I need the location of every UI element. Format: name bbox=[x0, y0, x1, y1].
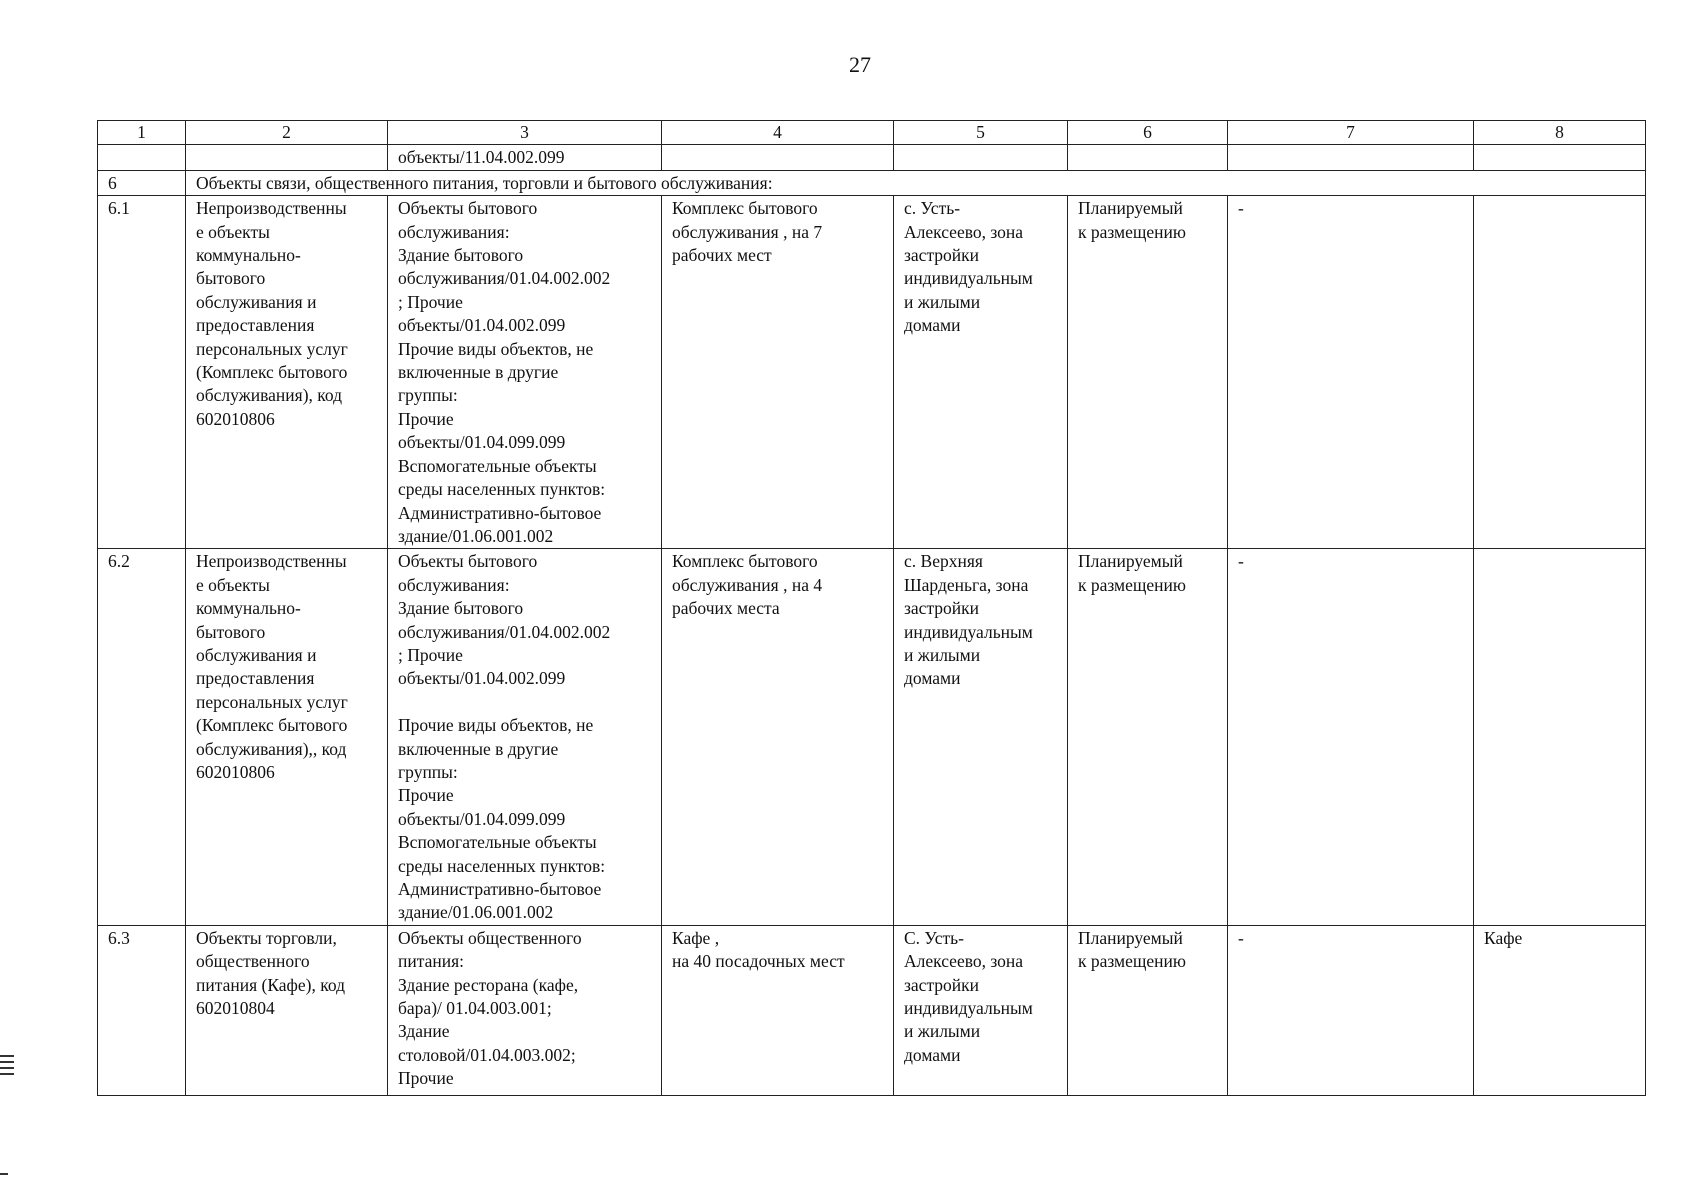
object-type-cell: Объекты бытового обслуживания: Здание бытового обслуживания/01.04.002.002 ; Прочие объекты/01.04.002.099 Прочие виды объектов, не включенные в другие группы: Прочие объекты/01.04.099.099 Вспомогательные объекты среды населенных пунктов: Административно-бытовое здание/01.06.001.002 bbox=[388, 196, 662, 549]
note-cell: Кафе bbox=[1474, 925, 1646, 1095]
continuation-row bbox=[98, 145, 1646, 170]
column-number-cell: 5 bbox=[894, 121, 1068, 145]
zone-cell: - bbox=[1228, 196, 1474, 549]
zone-cell: - bbox=[1228, 549, 1474, 926]
column-number-cell: 7 bbox=[1228, 121, 1474, 145]
column-number-cell: 2 bbox=[186, 121, 388, 145]
table-cell bbox=[894, 145, 1068, 170]
characteristics-cell: Кафе , на 40 посадочных мест bbox=[662, 925, 894, 1095]
zone-cell: - bbox=[1228, 925, 1474, 1095]
location-cell: с. Усть- Алексеево, зона застройки индивидуальным и жилыми домами bbox=[894, 196, 1068, 549]
column-number-cell: 6 bbox=[1068, 121, 1228, 145]
section-number: 6 bbox=[98, 170, 186, 195]
characteristics-cell: Комплекс бытового обслуживания , на 4 рабочих места bbox=[662, 549, 894, 926]
table-cell bbox=[186, 145, 388, 170]
row-number: 6.3 bbox=[98, 925, 186, 1095]
row-number: 6.2 bbox=[98, 549, 186, 926]
table-row bbox=[98, 925, 1646, 1095]
status-cell: Планируемый к размещению bbox=[1068, 549, 1228, 926]
object-name-cell: Непроизводственны е объекты коммунально- бытового обслуживания и предоставления персональных услуг (Комплекс бытового обслуживания),, код 602010806 bbox=[186, 549, 388, 926]
column-number-cell: 4 bbox=[662, 121, 894, 145]
section-title: Объекты связи, общественного питания, торговли и бытового обслуживания: bbox=[186, 170, 1646, 195]
row-number: 6.1 bbox=[98, 196, 186, 549]
table-cell bbox=[98, 145, 186, 170]
table-cell bbox=[1228, 145, 1474, 170]
note-cell bbox=[1474, 549, 1646, 926]
location-cell: С. Усть- Алексеево, зона застройки индивидуальным и жилыми домами bbox=[894, 925, 1068, 1095]
table-cell bbox=[1474, 145, 1646, 170]
object-type-cell: Объекты общественного питания: Здание ресторана (кафе, бара)/ 01.04.003.001; Здание столовой/01.04.003.002; Прочие bbox=[388, 925, 662, 1095]
table-row bbox=[98, 549, 1646, 926]
section-row bbox=[98, 170, 1646, 195]
status-cell: Планируемый к размещению bbox=[1068, 196, 1228, 549]
table-cell bbox=[1068, 145, 1228, 170]
column-number-cell: 8 bbox=[1474, 121, 1646, 145]
scan-margin-tick bbox=[0, 1173, 8, 1175]
object-name-cell: Объекты торговли, общественного питания (Кафе), код 602010804 bbox=[186, 925, 388, 1095]
column-number-cell: 3 bbox=[388, 121, 662, 145]
location-cell: с. Верхняя Шарденьга, зона застройки индивидуальным и жилыми домами bbox=[894, 549, 1068, 926]
characteristics-cell: Комплекс бытового обслуживания , на 7 рабочих мест bbox=[662, 196, 894, 549]
scan-margin-marks bbox=[0, 1055, 14, 1079]
table-header-row bbox=[98, 121, 1646, 145]
note-cell bbox=[1474, 196, 1646, 549]
table-cell bbox=[662, 145, 894, 170]
object-type-cell: Объекты бытового обслуживания: Здание бытового обслуживания/01.04.002.002 ; Прочие объекты/01.04.002.099 Прочие виды объектов, не включенные в другие группы: Прочие объекты/01.04.099.099 Вспомогательные объекты среды населенных пунктов: Административно-бытовое здание/01.06.001.002 bbox=[388, 549, 662, 926]
status-cell: Планируемый к размещению bbox=[1068, 925, 1228, 1095]
column-number-cell: 1 bbox=[98, 121, 186, 145]
table-cell: объекты/11.04.002.099 bbox=[388, 145, 662, 170]
page-number: 27 bbox=[849, 52, 871, 77]
table-row bbox=[98, 196, 1646, 549]
object-name-cell: Непроизводственны е объекты коммунально- бытового обслуживания и предоставления персональных услуг (Комплекс бытового обслуживания), код 602010806 bbox=[186, 196, 388, 549]
objects-table bbox=[97, 120, 1646, 1096]
